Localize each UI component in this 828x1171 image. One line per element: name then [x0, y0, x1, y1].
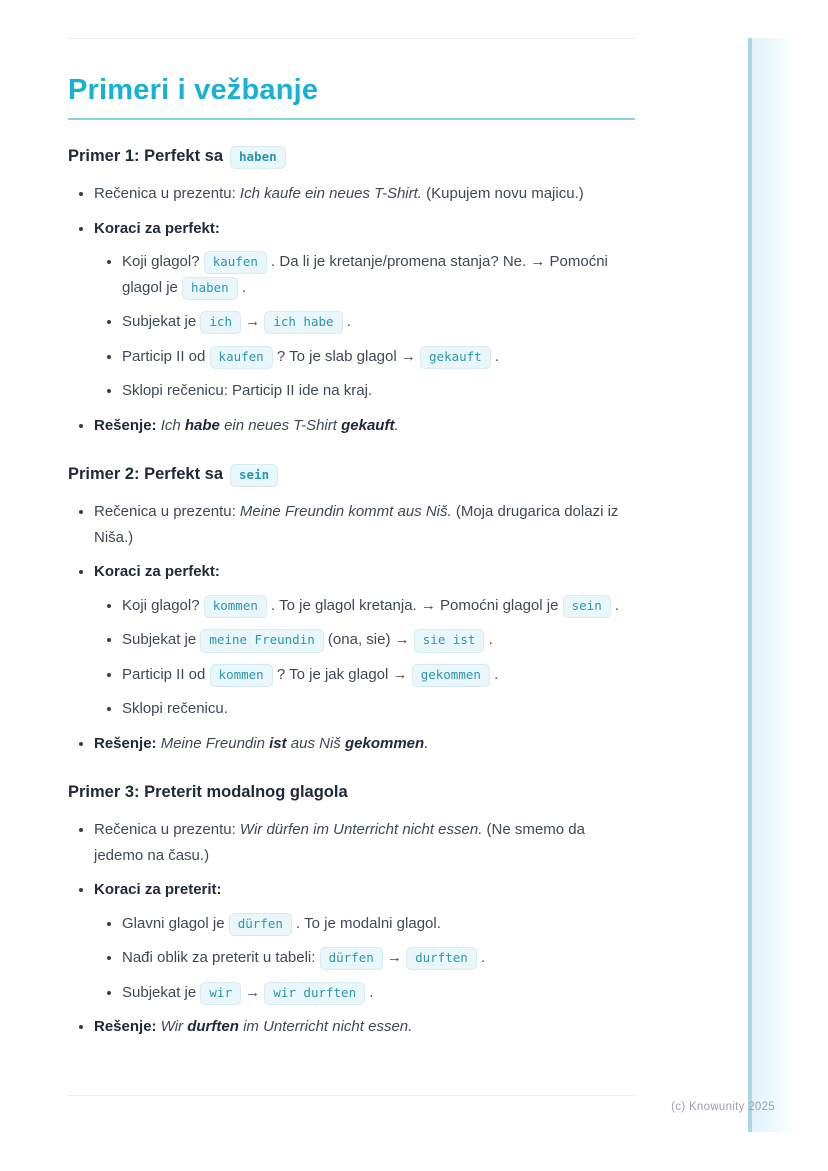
text-run: .	[610, 596, 620, 614]
inline-code-chip: sein	[230, 464, 278, 487]
text-run: habe	[184, 416, 220, 434]
text-run: (Kupujem novu majicu.)	[421, 185, 584, 203]
text-run: .	[484, 631, 493, 649]
section-heading-label: Primer 3: Preterit modalnog glagola	[68, 783, 348, 802]
list-item	[122, 309, 635, 335]
list-item	[94, 181, 635, 207]
page-title: Primeri i vežbanje	[68, 74, 319, 106]
text-run: Rešenje:	[94, 734, 161, 752]
inline-code-chip: wir	[200, 982, 241, 1005]
list-item	[122, 249, 635, 300]
list-item	[122, 980, 635, 1006]
text-run: Ich kaufe ein neues T-Shirt.	[239, 185, 422, 203]
text-run: Subjekat je	[122, 313, 201, 331]
inline-code-chip: dürfen	[320, 947, 383, 970]
text-run: Rečenica u prezentu:	[94, 185, 240, 203]
list-item	[94, 817, 635, 868]
inline-code-chip: wir durften	[264, 982, 365, 1005]
list-item	[94, 877, 635, 1005]
text-run: ? To je slab glagol →	[272, 347, 421, 365]
text-run: .	[237, 278, 247, 296]
bullet-list	[68, 499, 635, 756]
inline-code-chip: gekommen	[412, 664, 490, 687]
text-run: im Unterricht nicht essen.	[238, 1018, 413, 1036]
list-item	[122, 696, 635, 722]
sub-bullet-list	[94, 593, 635, 722]
list-item	[94, 413, 635, 439]
inline-code-chip: kaufen	[210, 346, 273, 369]
inline-code-chip: kommen	[204, 595, 267, 618]
inline-code-chip: sein	[563, 595, 611, 618]
text-run: Meine Freundin	[160, 734, 270, 752]
text-run: ist	[269, 734, 287, 752]
inline-code-chip: gekauft	[420, 346, 491, 369]
list-item	[122, 627, 635, 653]
text-run: . Da li je kretanje/promena stanja? Ne. → Pomoćni glagol je	[122, 253, 608, 296]
text-run: Rešenje:	[94, 1018, 161, 1036]
text-run: Wir	[160, 1018, 188, 1036]
text-run: Particip II od	[122, 665, 210, 683]
inline-code-chip: dürfen	[229, 913, 292, 936]
text-run: Ich	[160, 416, 185, 434]
footer-copyright: (c) Knowunity 2025	[671, 1101, 775, 1113]
text-run: Rečenica u prezentu:	[94, 503, 240, 521]
inline-code-chip: sie ist	[414, 629, 485, 652]
list-item	[94, 731, 635, 757]
side-accent-bar	[748, 38, 792, 1132]
text-run: durften	[187, 1018, 239, 1036]
text-run: Koji glagol?	[122, 253, 204, 271]
text-run: .	[424, 734, 429, 752]
text-run: .	[489, 665, 499, 683]
text-run: gekommen	[344, 734, 425, 752]
text-run: ein neues T-Shirt	[219, 416, 342, 434]
section-heading	[68, 780, 635, 805]
text-run: gekauft	[341, 416, 395, 434]
bullet-list	[68, 181, 635, 438]
text-run: Koji glagol?	[122, 596, 204, 614]
text-run: Koraci za preterit:	[94, 881, 222, 899]
inline-code-chip: durften	[406, 947, 477, 970]
section-heading-label: Primer 1: Perfekt sa	[68, 146, 224, 165]
text-run: Subjekat je	[122, 631, 201, 649]
sub-bullet-list	[94, 249, 635, 404]
list-item	[122, 911, 635, 937]
text-run: Particip II od	[122, 347, 210, 365]
inline-code-chip: meine Freundin	[200, 629, 323, 652]
list-item	[94, 499, 635, 550]
text-run: Sklopi rečenicu.	[122, 700, 228, 718]
section-heading	[68, 462, 635, 487]
text-run: Wir dürfen im Unterricht nicht essen.	[239, 821, 483, 839]
inline-code-chip: haben	[182, 277, 238, 300]
section-heading	[68, 144, 635, 169]
text-run: .	[365, 983, 374, 1001]
list-item	[122, 593, 635, 619]
text-run: →	[240, 313, 265, 331]
text-run: Rešenje:	[94, 416, 161, 434]
list-item	[94, 559, 635, 722]
text-run: . To je glagol kretanja. → Pomoćni glagol je	[266, 596, 563, 614]
list-item	[94, 216, 635, 404]
section-heading-label: Primer 2: Perfekt sa	[68, 465, 224, 484]
text-run: ? To je jak glagol →	[272, 665, 412, 683]
text-run: Rečenica u prezentu:	[94, 821, 240, 839]
text-run: .	[342, 313, 351, 331]
list-item	[122, 662, 635, 688]
text-run: Nađi oblik za preterit u tabeli:	[122, 949, 320, 967]
text-run: .	[490, 347, 500, 365]
content-area	[68, 39, 635, 1040]
text-run: (Moja drugarica dolazi iz Niša.)	[94, 503, 619, 546]
text-run: →	[240, 983, 265, 1001]
text-run: Koraci za perfekt:	[94, 563, 220, 581]
list-item	[122, 378, 635, 404]
text-run: Koraci za perfekt:	[94, 219, 220, 237]
list-item	[122, 945, 635, 971]
text-run: aus Niš	[286, 734, 345, 752]
inline-code-chip: ich	[200, 311, 241, 334]
sub-bullet-list	[94, 911, 635, 1006]
inline-code-chip: ich habe	[264, 311, 342, 334]
text-run: Meine Freundin kommt aus Niš.	[239, 503, 452, 521]
text-run: .	[394, 416, 399, 434]
inline-code-chip: haben	[230, 146, 286, 169]
text-run: →	[382, 949, 407, 967]
inline-code-chip: kaufen	[204, 251, 267, 274]
text-run: Subjekat je	[122, 983, 201, 1001]
text-run: Sklopi rečenicu: Particip II ide na kraj.	[122, 382, 373, 400]
title-divider	[68, 118, 635, 120]
inline-code-chip: kommen	[210, 664, 273, 687]
list-item	[94, 1014, 635, 1040]
bullet-list	[68, 817, 635, 1040]
text-run: . To je modalni glagol.	[291, 914, 441, 932]
text-run: (ona, sie) →	[323, 631, 414, 649]
text-run: .	[476, 949, 486, 967]
text-run: Glavni glagol je	[122, 914, 229, 932]
list-item	[122, 344, 635, 370]
bottom-divider	[68, 1095, 635, 1096]
text-run: (Ne smemo da jedemo na času.)	[94, 821, 585, 864]
